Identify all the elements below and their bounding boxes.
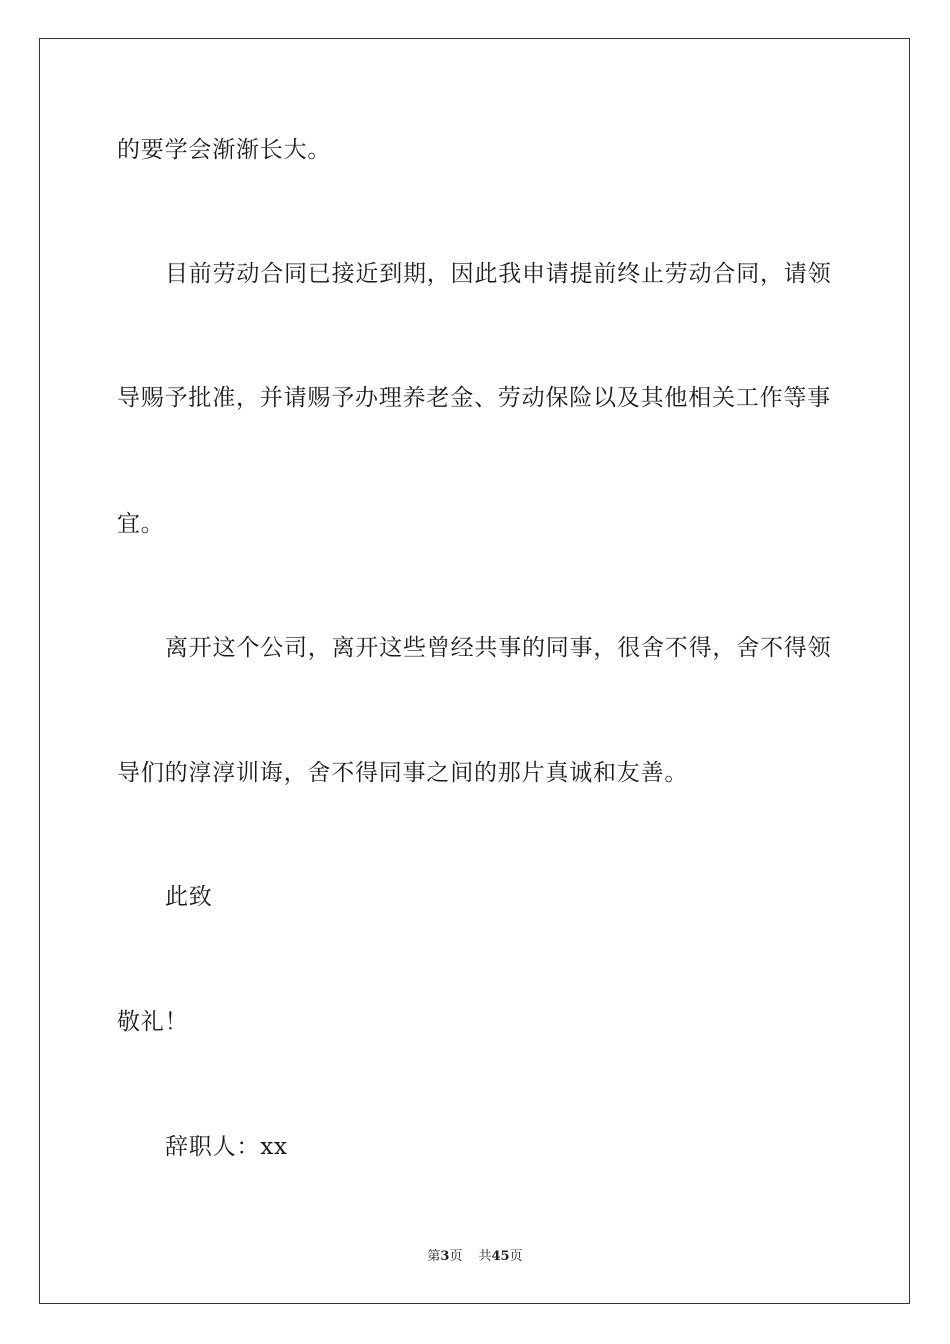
text-line-1: 的要学会渐渐长大。 xyxy=(117,137,332,163)
closing-regards: 敬礼！ xyxy=(117,1009,189,1035)
text-line-5: 离开这个公司，离开这些曾经共事的同事，很舍不得，舍不得领 xyxy=(165,635,832,661)
total-pages: 45 xyxy=(491,1249,510,1264)
text-line-6: 导们的淳淳训诲，舍不得同事之间的那片真诚和友善。 xyxy=(117,760,689,786)
page-footer xyxy=(0,1248,950,1266)
page-prefix: 第 xyxy=(427,1249,441,1264)
closing-salutation: 此致 xyxy=(165,884,213,910)
text-line-3: 导赐予批准，并请赐予办理养老金、劳动保险以及其他相关工作等事 xyxy=(117,385,831,411)
text-line-2: 目前劳动合同已接近到期，因此我申请提前终止劳动合同，请领 xyxy=(165,261,832,287)
total-prefix: 共 xyxy=(478,1249,492,1264)
page-frame xyxy=(39,38,910,1304)
page-suffix: 页 xyxy=(449,1249,463,1264)
total-suffix: 页 xyxy=(509,1249,523,1264)
page-number: 3 xyxy=(440,1249,450,1264)
text-line-4: 宜。 xyxy=(117,511,165,537)
signature-line: 辞职人：xx xyxy=(165,1134,288,1160)
